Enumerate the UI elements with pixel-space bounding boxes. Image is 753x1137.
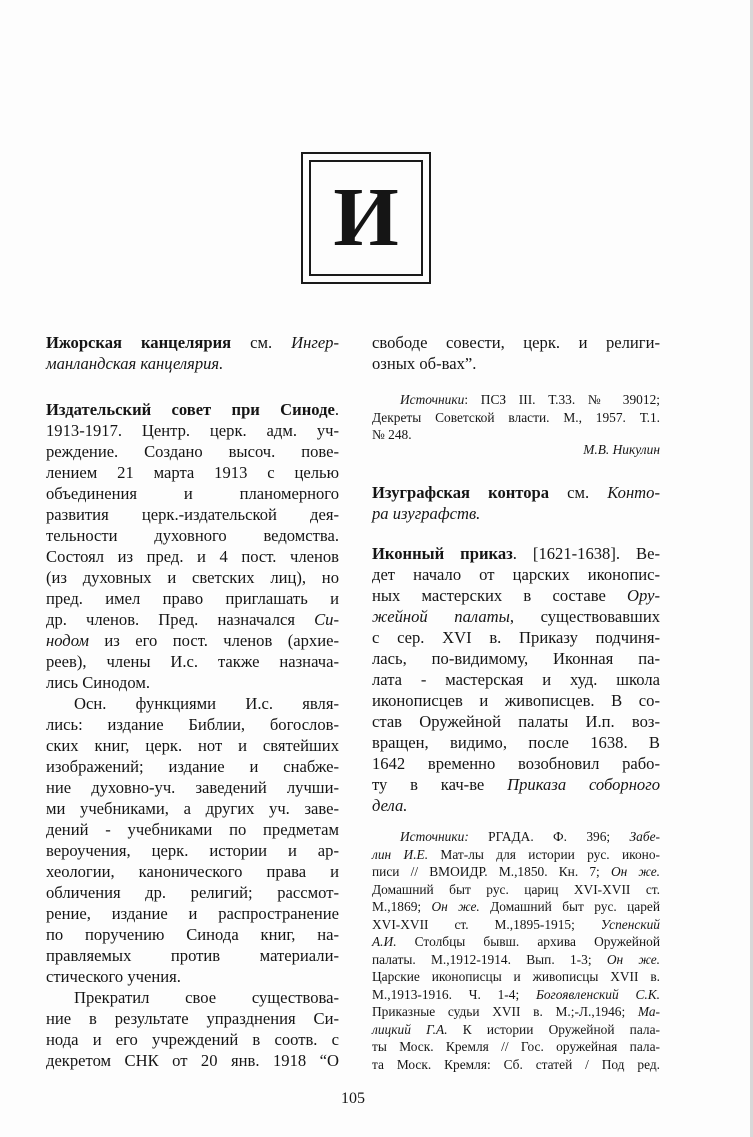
text-line <box>372 968 660 986</box>
text: ту в кач-ве <box>372 775 508 794</box>
text: обличения др. религий; рассмот- <box>46 883 339 902</box>
text-line <box>46 1029 339 1050</box>
text: палаты. М.,1912-1914. Вып. 1-3; <box>372 951 607 967</box>
text: лась, по-видимому, Иконная па- <box>372 649 660 668</box>
text-line <box>46 399 339 420</box>
text-line <box>372 441 660 459</box>
text: вращен, видимо, после 1638. В <box>372 733 660 752</box>
headword: Изуграфская контора <box>372 483 550 502</box>
text-line <box>46 798 339 819</box>
text-line <box>46 567 339 588</box>
text-line <box>372 648 660 669</box>
text-line <box>372 332 660 353</box>
text: РГАДА. Ф. 396; <box>468 829 630 844</box>
text: Осн. функциями И.с. явля- <box>74 694 339 713</box>
text: Состоял из пред. и 4 пост. членов <box>46 547 339 566</box>
text-line <box>46 735 339 756</box>
text-line <box>372 795 660 816</box>
text-line <box>372 669 660 690</box>
text: : ПСЗ III. Т.33. № 39012; <box>464 392 660 407</box>
text: став Оружейной палаты И.п. воз- <box>372 712 660 731</box>
italic-text: Ма- <box>637 1004 660 1019</box>
text: из его пост. членов (архие- <box>88 631 339 650</box>
text-line <box>46 483 339 504</box>
text-line <box>46 1050 339 1071</box>
text: Мат-лы для истории рус. иконо- <box>428 846 660 862</box>
entry-izdatelsky-sovet <box>46 399 339 693</box>
chapter-initial-inner-frame <box>309 160 423 276</box>
text-line <box>372 828 660 846</box>
text: дений - учебниками по предметам <box>46 820 339 839</box>
entry-izdatelsky-sovet-end <box>46 987 339 1071</box>
text-line <box>46 840 339 861</box>
text: ных мастерских в составе <box>372 586 628 605</box>
author-signature <box>372 441 660 459</box>
text-line <box>46 861 339 882</box>
text-line <box>372 585 660 606</box>
text: Декреты Советской власти. М., 1957. Т.1. <box>372 409 660 425</box>
text: Приказные судьи XVII в. М.;-Л.,1946; <box>372 1004 638 1019</box>
italic-text: жейной палаты <box>372 607 510 626</box>
text-line <box>46 504 339 525</box>
text-line <box>372 503 660 524</box>
text: лением 21 марта 1913 с целью <box>46 463 339 482</box>
text-line <box>46 332 339 353</box>
text: тельности духовного ведомства. <box>46 526 339 545</box>
entry-izhorskaya-kantselyariya <box>46 332 339 374</box>
text-line <box>372 916 660 934</box>
text-line <box>372 627 660 648</box>
text: Домашний быт рус. царей <box>479 899 661 914</box>
text: нода и его учреждений в соотв. с <box>46 1030 339 1049</box>
text: (из духовных и светских лиц), но <box>46 568 339 587</box>
italic-text: Ору- <box>627 586 660 605</box>
italic-text: Си- <box>314 610 339 629</box>
text-line <box>46 903 339 924</box>
text-line <box>46 714 339 735</box>
text: объединения и планомерного <box>46 484 339 503</box>
italic-text: нодом <box>46 631 89 650</box>
text-line <box>46 693 339 714</box>
italic-text: манландская канцелярия. <box>46 354 224 373</box>
text-line <box>372 353 660 374</box>
text-line <box>46 756 339 777</box>
text: ние духовно-уч. заведений лучши- <box>46 778 339 797</box>
entry-izdatelsky-sovet-functions <box>46 693 339 987</box>
text-line <box>372 1056 660 1074</box>
text-line <box>372 774 660 795</box>
text-line <box>372 933 660 951</box>
text-line <box>46 672 339 693</box>
text-line <box>46 651 339 672</box>
italic-text: Он же. <box>610 864 660 879</box>
text-line <box>46 1008 339 1029</box>
sources-izdatelsky-sovet <box>372 391 660 444</box>
italic-text: Источники <box>400 392 465 407</box>
text-line <box>372 543 660 564</box>
text-line <box>372 391 660 409</box>
text: иконописцев и живописцев. В со- <box>372 691 660 710</box>
text: № 248. <box>372 427 412 442</box>
text-line <box>46 819 339 840</box>
sources-ikonny-prikaz <box>372 828 660 1073</box>
italic-text: А.И. <box>372 934 397 949</box>
italic-text: лин И.Е. <box>372 846 429 862</box>
entry-izugrafskaya-kontora <box>372 482 660 524</box>
text-line <box>372 986 660 1004</box>
italic-text: Ингер- <box>291 333 340 352</box>
italic-text: Он же. <box>606 951 660 967</box>
text-line <box>372 690 660 711</box>
italic-text: Успенский <box>600 916 660 932</box>
text: декретом СНК от 20 янв. 1918 “О <box>46 1051 339 1070</box>
text-line <box>372 606 660 627</box>
text-line <box>372 1003 660 1021</box>
text: лись: издание Библии, богослов- <box>46 715 339 734</box>
text-line <box>372 898 660 916</box>
chapter-initial-letter: И <box>333 171 399 264</box>
text: др. членов. Пред. назначался <box>46 610 315 629</box>
text-line <box>372 1021 660 1039</box>
text: ние в результате упразднения Си- <box>46 1009 339 1028</box>
text-line <box>46 546 339 567</box>
text-line <box>372 1038 660 1056</box>
text-line <box>372 564 660 585</box>
text: . <box>334 400 339 419</box>
text: К истории Оружейной пала- <box>447 1021 660 1037</box>
italic-text: М.В. Никулин <box>583 442 660 457</box>
text: ми учебниками, а других уч. заве- <box>46 799 339 818</box>
text-line <box>46 353 339 374</box>
text-line <box>46 441 339 462</box>
text: 1913-1917. Центр. церк. адм. уч- <box>46 421 339 440</box>
text: см. <box>231 333 292 352</box>
text-line <box>372 951 660 969</box>
text-line <box>372 863 660 881</box>
text: Столбцы бывш. архива Оружейной <box>396 934 660 949</box>
text: писи // ВМОИДР. М.,1850. Кн. 7; <box>372 864 611 879</box>
italic-text: Источники: <box>400 829 469 844</box>
text: с сер. XVI в. Приказу подчиня- <box>372 628 660 647</box>
text: Прекратил свое существова- <box>74 988 339 1007</box>
text: Домашний быт рус. цариц XVI-XVII ст. <box>372 881 660 897</box>
text-line <box>372 753 660 774</box>
italic-text: ра изуграфств. <box>372 504 481 523</box>
text-line <box>46 525 339 546</box>
text-line <box>372 846 660 864</box>
text-line <box>372 732 660 753</box>
italic-text: дела. <box>372 796 408 815</box>
italic-text: лицкий Г.А. <box>372 1021 448 1037</box>
text: по поручению Синода книг, на- <box>46 925 339 944</box>
text: см. <box>549 483 608 502</box>
text-line <box>46 777 339 798</box>
headword: Издательский совет при Синоде <box>46 400 335 419</box>
text: ских книг, церк. нот и святейших <box>46 736 339 755</box>
text: хеологии, канонического права и <box>46 862 339 881</box>
text: . [1621-1638]. Ве- <box>512 544 660 563</box>
text: рение, издание и распространение <box>46 904 339 923</box>
italic-text: Богоявленский С.К. <box>535 986 660 1002</box>
text: 1642 временно возобновил рабо- <box>372 754 660 773</box>
text: дет начало от царских иконопис- <box>372 565 660 584</box>
italic-text: Приказа соборного <box>507 775 660 794</box>
text-line <box>46 420 339 441</box>
text-line <box>46 945 339 966</box>
text-line <box>46 924 339 945</box>
text: лата - мастерская и худ. школа <box>372 670 660 689</box>
text-line <box>372 482 660 503</box>
text-line <box>46 882 339 903</box>
text: ты Моск. Кремля // Гос. оружейная пала- <box>372 1039 660 1054</box>
text-line <box>46 987 339 1008</box>
headword: Иконный приказ <box>372 544 513 563</box>
text: пред. имел право приглашать и <box>46 589 339 608</box>
text: развития церк.-издательской дея- <box>46 505 339 524</box>
text-line <box>46 609 339 630</box>
text: свободе совести, церк. и религи- <box>372 333 660 352</box>
text: реждение. Создано высоч. пове- <box>46 442 339 461</box>
text: М.,1869; <box>372 899 432 914</box>
page-number: 105 <box>341 1090 365 1107</box>
text-line <box>46 462 339 483</box>
text-line <box>46 630 339 651</box>
text-line <box>46 966 339 987</box>
text: М.,1913-1916. Ч. 1-4; <box>372 986 536 1002</box>
entry-izdatelsky-sovet-continued <box>372 332 660 374</box>
italic-text: Забе- <box>629 829 660 844</box>
chapter-initial-frame <box>301 152 431 284</box>
text: изображений; издание и снабже- <box>46 757 339 776</box>
text-line <box>372 409 660 427</box>
text-line <box>46 588 339 609</box>
text: правляемых против материали- <box>46 946 339 965</box>
italic-text: Он же. <box>431 899 480 914</box>
text: , существовавших <box>509 607 661 626</box>
headword: Ижорская канцелярия <box>46 333 232 352</box>
entry-ikonny-prikaz <box>372 543 660 816</box>
text: Царские иконописцы и живописцы XVII в. <box>372 969 660 984</box>
text: лись Синодом. <box>46 673 150 692</box>
text: та Моск. Кремля: Сб. статей / Под ред. <box>372 1056 660 1072</box>
text: стического учения. <box>46 967 181 986</box>
text: реев), члены И.с. также назнача- <box>46 652 339 671</box>
text: вероучения, церк. истории и ар- <box>46 841 339 860</box>
text-line <box>372 711 660 732</box>
italic-text: Конто- <box>607 483 660 502</box>
text-line <box>372 881 660 899</box>
text: озных об-вах”. <box>372 354 477 373</box>
text: XVI-XVII ст. М.,1895-1915; <box>372 916 601 932</box>
